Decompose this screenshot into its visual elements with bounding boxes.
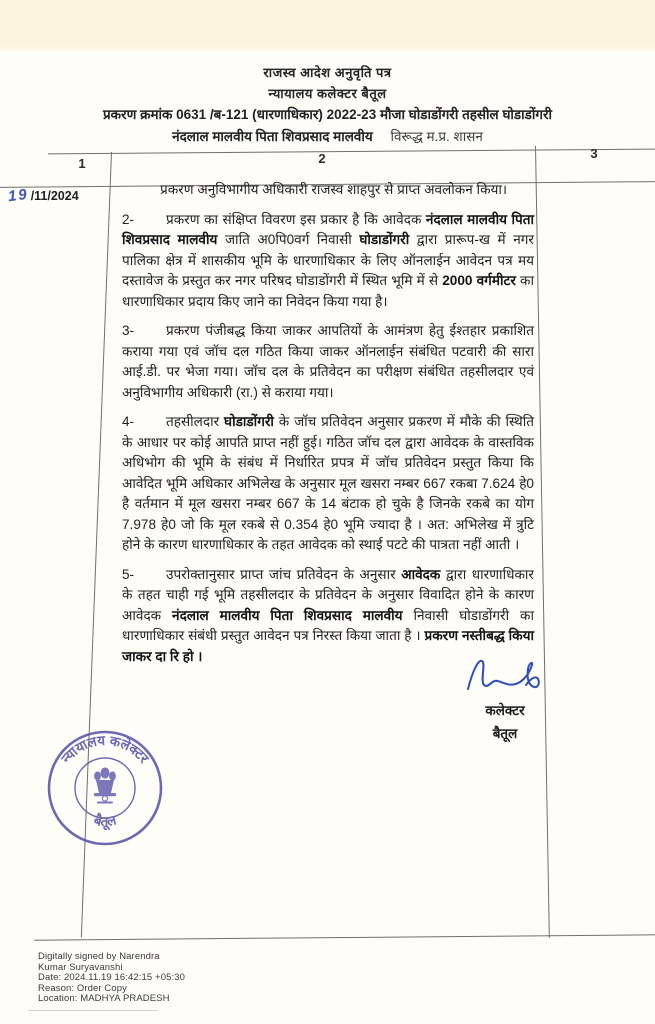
- svg-text:बैतूल: [91, 811, 118, 831]
- scan-artifact-line: [28, 1010, 158, 1011]
- digital-signature-block: [38, 952, 185, 1005]
- table-bottom-rule: [34, 934, 655, 940]
- applicant-name: नंदलाल मालवीय पिता शिवप्रसाद मालवीय: [172, 129, 373, 144]
- digital-signature-line-3: Date: 2024.11.19 16:42:15 +05:30: [38, 972, 185, 984]
- order-body: [122, 180, 534, 676]
- paragraph-2: [122, 210, 534, 313]
- stamp-bottom-text: बैतूल: [92, 812, 118, 830]
- paragraph-1-text: प्रकरण अनुविभागीय अधिकारी राजस्व शाहपुर से प्राप्त अवलोकन किया।: [160, 182, 508, 197]
- table-right-divider: [535, 146, 550, 938]
- paragraph-3-number: 3-: [122, 323, 135, 338]
- column-header-2: 2: [318, 151, 326, 166]
- signature-ink-icon: [462, 655, 548, 699]
- stamp-top-text: न्यायालय कलेक्टर: [58, 732, 152, 766]
- document-title: राजस्व आदेश अनुवृति पत्र: [263, 65, 392, 80]
- case-number-line: प्रकरण क्रमांक 0631 /ब-121 (धारणाधिकार) 2022-23 मौजा घोडाडोंगरी तहसील घोडाडोंगरी: [103, 107, 552, 122]
- paragraph-3: [122, 321, 534, 403]
- paragraph-5-number: 5-: [122, 566, 135, 582]
- paragraph-2-number: 2-: [122, 211, 135, 227]
- digital-signature-line-2: Kumar Suryavanshi: [38, 961, 123, 973]
- paragraph-4-number: 4-: [122, 414, 135, 429]
- printed-month-year: /11/2024: [30, 189, 79, 203]
- paragraph-1: [122, 180, 534, 201]
- document-header: [0, 62, 655, 147]
- paragraph-2-text: प्रकरण का संक्षिप्त विवरण इस प्रकार है कि आवेदक नंदलाल मालवीय पिता शिवप्रसाद मालवीय जाति अ0पि0वर्ग निवासी घोडाडोंगरी द्वारा प्रारूप-ख में नगर पालिका क्षेत्र में शासकीय भूमि के धारणाधिकार के लिए ऑनलाईन आवेदन पत्र मय दस्तावेज के प्रस्तुत कर नगर परिषद घोडाडोंगरी में स्थित भूमि में से 2000 वर्गमीटर का धारणाधिकार प्रदाय किए जाने का निवेदन किया गया है।: [122, 211, 534, 309]
- versus-respondent: विरूद्ध म.प्र. शासन: [390, 129, 483, 144]
- court-round-stamp: [44, 727, 166, 849]
- paragraph-4-text: तहसीलदार घोडाडोंगरी के जॉच प्रतिवेदन अनुसार प्रकरण में मौके की स्थिति के आधार पर कोई आपति प्राप्त नहीं हुई। गठित जॉच दल द्वारा आवेदक के वास्तविक अधिभोग की भूमि के संबंध में निर्धारित प्रपत्र में जॉच प्रतिवेदन प्रस्तुत किया कि आवेदित भूमि अधिकार अभिलेख के अनुसार मूल खसरा नम्बर 667 रकबा 7.624 हे0 है वर्तमान में मूल खसरा नम्बर 667 के 14 बंटाक हो चुके है जिनके रकबे का योग 7.978 हे0 जो कि मूल रकबे से 0.354 हे0 भूमि ज्यादा है । अत: अभिलेख में त्रुटि होने के कारण धारणाधिकार के तहत आवेदक को स्थाई पटटे की पात्रता नहीं आती ।: [122, 414, 534, 552]
- digital-signature-line-1: Digitally signed by Narendra: [38, 951, 160, 962]
- column-header-1: 1: [78, 156, 86, 171]
- svg-text:न्यायालय कलेक्टर: [58, 733, 152, 767]
- parties-line: [0, 126, 655, 147]
- paragraph-5-text: उपरोक्तानुसार प्राप्त जांच प्रतिवेदन के अनुसार आवेदक द्वारा धारणाधिकार के तहत चाही गई भूमि तहसीलदार के प्रतिवेदन के अनुसार विवादित होने के कारण आवेदक नंदलाल मालवीय पिता शिवप्रसाद मालवीय निवासी घोडाडोंगरी का धारणाधिकार संबंधी प्रस्तुत आवेदन पत्र निरस्त किया जाता है । प्रकरण नस्तीबद्ध किया जाकर दा रि हो ।: [122, 566, 534, 664]
- signatory-place: बैतूल: [492, 726, 518, 741]
- digital-signature-line-5: Location: MADHYA PRADESH: [38, 993, 170, 1005]
- column-header-3: 3: [590, 146, 598, 161]
- paragraph-3-text: प्रकरण पंजीबद्ध किया जाकर आपतियों के आमंत्रण हेतु ईश्तहार प्रकाशित कराया गया एवं जॉच दल गठित किया जाकर ऑनलाईन संबंधित पटवारी की सारा आई.डी. पर भेजा गया। जॉच दल के प्रतिवेदन का परीक्षण संबंधित तहसीलदार एवं अनुविभागीय अधिकारी (रा.) से कराया गया।: [122, 323, 534, 400]
- digital-signature-line-4: Reason: Order Copy: [38, 982, 127, 994]
- paragraph-4: [122, 412, 534, 556]
- handwritten-day: 19: [6, 185, 30, 206]
- paragraph-5: [122, 565, 534, 668]
- signatory-designation: कलेक्टर: [485, 703, 525, 718]
- ashoka-emblem-icon: [94, 768, 116, 804]
- signature-block: [440, 655, 570, 745]
- order-date-cell: [8, 187, 79, 205]
- court-name: न्यायालय कलेक्टर बैतूल: [268, 86, 387, 101]
